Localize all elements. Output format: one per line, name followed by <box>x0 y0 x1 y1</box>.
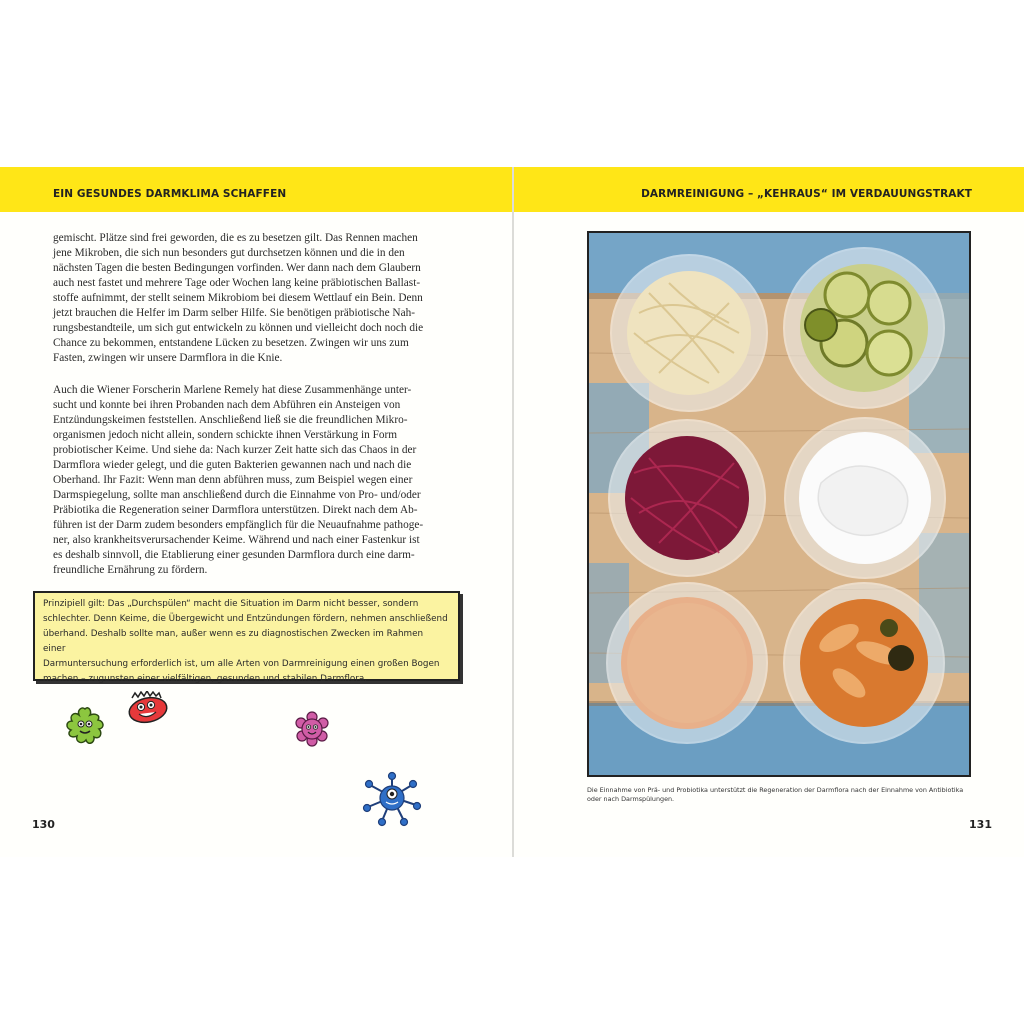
left-header-bar: EIN GESUNDES DARMKLIMA SCHAFFEN <box>0 167 512 212</box>
photo-caption: Die Einnahme von Prä- und Probiotika unterstützt die Regeneration der Darmflora nach der Einnahme von Antibiotika oder nach Darmspülungen. <box>587 786 964 803</box>
left-page <box>0 167 512 857</box>
page-number-left: 130 <box>32 818 55 831</box>
blue-germ-icon <box>360 771 424 827</box>
right-page <box>514 167 1024 857</box>
paragraph-2: Auch die Wiener Forscherin Marlene Remely hat diese Zusammenhänge unter- sucht und konnte bei ihren Probanden nach dem Abführen ein Ansteigen von Entzündungskeimen feststellen. Anschließend ließ sie die freundlichen Mikro- organismen jedoch nicht allein, sondern schickte ihnen Verstärkung in Form probiotischer Keime. Und siehe da: Nach kurzer Zeit hatte sich das Chaos in der Darmflora wieder gelegt, und die guten Bakterien gewannen nach und nach die Oberhand. Ihr Fazit: Wenn man denn abführen muss, zum Beispiel wegen einer Darmspiegelung, sollte man anschließend durch die Einnahme von Pro- und/oder Präbiotika die Regeneration seiner Darmflora unterstützen. Direkt nach dem Ab- führen ist der Darm zudem besonders empfänglich für die Neuaufnahme pathoge- ner, also krankheitsverursachender Keime. Während und nach einer Fastenkur ist es deshalb sinnvoll, die Etablierung einer gesunden Darmflora durch eine darm- freundliche Ernährung zu fördern. <box>53 384 424 576</box>
fermented-food-photo <box>587 231 971 777</box>
body-text <box>53 231 460 595</box>
page-number-right: 131 <box>969 818 992 831</box>
food-bowls-image <box>589 233 969 775</box>
callout-box: Prinzipiell gilt: Das „Durchspülen“ macht die Situation im Darm nicht besser, sondern schlechter. Denn Keime, die Übergewicht und Entzündungen fördern, nehmen anschließend überhand. Deshalb sollte man, außer wenn es zu diagnostischen Zwecken im Rahmen einer Darmuntersuchung erforderlich ist, um alle Arten von Darmreinigung einen großen Bogen machen – zugunsten einer vielfältigen, gesunden und stabilen Darmflora. <box>33 591 460 681</box>
paragraph-1: gemischt. Plätze sind frei geworden, die es zu besetzen gilt. Das Rennen machen jene Mikroben, die sich nun besonders gut durchsetzen können und die in den nächsten Tagen die besten Bedingungen vorfinden. Wer dann nach dem Glaubern auch nest fastet und mehrere Tage oder Wochen lang keine präbiotischen Ballast- stoffe aufnimmt, der stellt seinem Mikrobiom bei diesem Wettlauf ein Bein. Denn jetzt brauchen die Helfer im Darm selber Hilfe. Sie benötigen präbiotische Nah- rungsbestandteile, um sich gut entwickeln zu können und vielleicht doch noch die Chance zu bekommen, entstandene Lücken zu besetzen. Zwingen wir uns zum Fasten, zwingen wir unsere Darmflora in die Knie. <box>53 232 424 364</box>
pink-germ-icon <box>294 711 330 747</box>
right-header-bar: DARMREINIGUNG – „KEHRAUS“ IM VERDAUUNGSTRAKT <box>514 167 1024 212</box>
red-germ-icon <box>126 691 174 725</box>
green-germ-icon <box>62 703 108 749</box>
